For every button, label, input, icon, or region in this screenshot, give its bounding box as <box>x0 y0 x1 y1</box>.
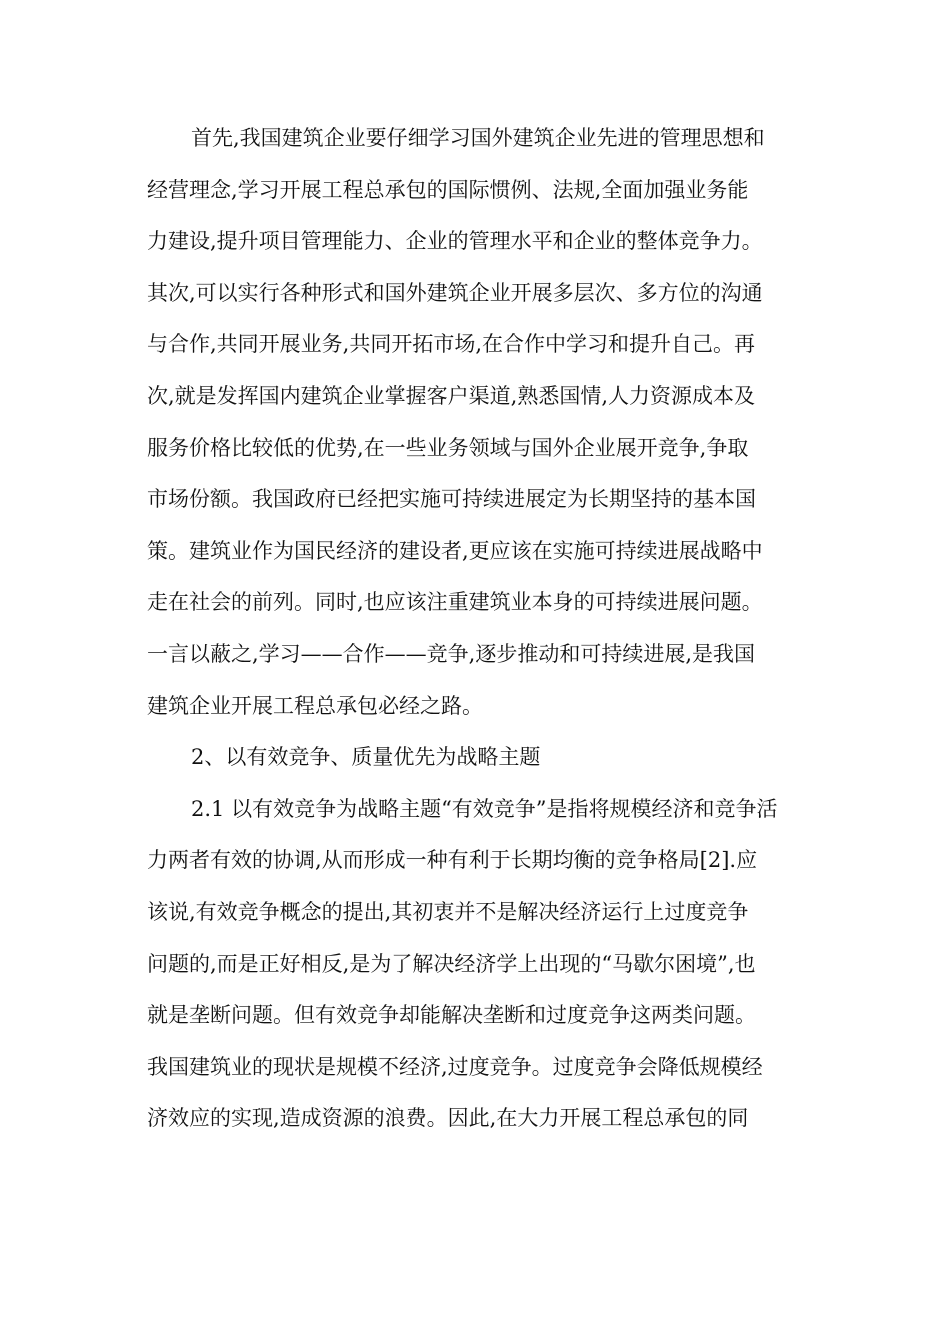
text-line: 次,就是发挥国内建筑企业掌握客户渠道,熟悉国情,人力资源成本及 <box>147 383 756 408</box>
text-line: 经营理念,学习开展工程总承包的国际惯例、法规,全面加强业务能 <box>147 177 749 202</box>
text-line: 问题的,而是正好相反,是为了解决经济学上出现的“马歇尔困境”,也 <box>147 951 756 976</box>
text-line: 2.1 以有效竞争为战略主题“有效竞争”是指将规模经济和竞争活 <box>191 796 778 821</box>
text-line: 策。建筑业作为国民经济的建设者,更应该在实施可持续进展战略中 <box>147 538 763 563</box>
text-line: 走在社会的前列。同时,也应该注重建筑业本身的可持续进展问题。 <box>147 590 763 615</box>
text-line: 建筑企业开展工程总承包必经之路。 <box>147 693 483 718</box>
text-line: 就是垄断问题。但有效竞争却能解决垄断和过度竞争这两类问题。 <box>147 1003 756 1028</box>
heading-line: 2、以有效竞争、质量优先为战略主题 <box>191 745 541 770</box>
text-line: 服务价格比较低的优势,在一些业务领域与国外企业展开竞争,争取 <box>147 435 749 460</box>
text-line: 首先,我国建筑企业要仔细学习国外建筑企业先进的管理思想和 <box>191 126 765 150</box>
text-line: 济效应的实现,造成资源的浪费。因此,在大力开展工程总承包的同 <box>147 1106 749 1131</box>
text-line: 该说,有效竞争概念的提出,其初衷并不是解决经济运行上过度竞争 <box>147 899 749 924</box>
text-line: 力建设,提升项目管理能力、企业的管理水平和企业的整体竞争力。 <box>147 229 763 254</box>
text-line: 市场份额。我国政府已经把实施可持续进展定为长期坚持的基本国 <box>147 487 756 512</box>
paragraph-first <box>147 113 807 732</box>
text-line: 我国建筑业的现状是规模不经济,过度竞争。过度竞争会降低规模经 <box>147 1054 763 1079</box>
text-line: 与合作,共同开展业务,共同开拓市场,在合作中学习和提升自己。再 <box>147 332 756 357</box>
text-line: 力两者有效的协调,从而形成一种有利于长期均衡的竞争格局[2].应 <box>147 848 758 873</box>
document-body <box>147 113 807 1145</box>
text-line: 其次,可以实行各种形式和国外建筑企业开展多层次、多方位的沟通 <box>147 280 763 305</box>
paragraph-second <box>147 784 807 1145</box>
text-line: 一言以蔽之,学习——合作——竞争,逐步推动和可持续进展,是我国 <box>147 641 756 666</box>
section-heading <box>147 732 807 784</box>
